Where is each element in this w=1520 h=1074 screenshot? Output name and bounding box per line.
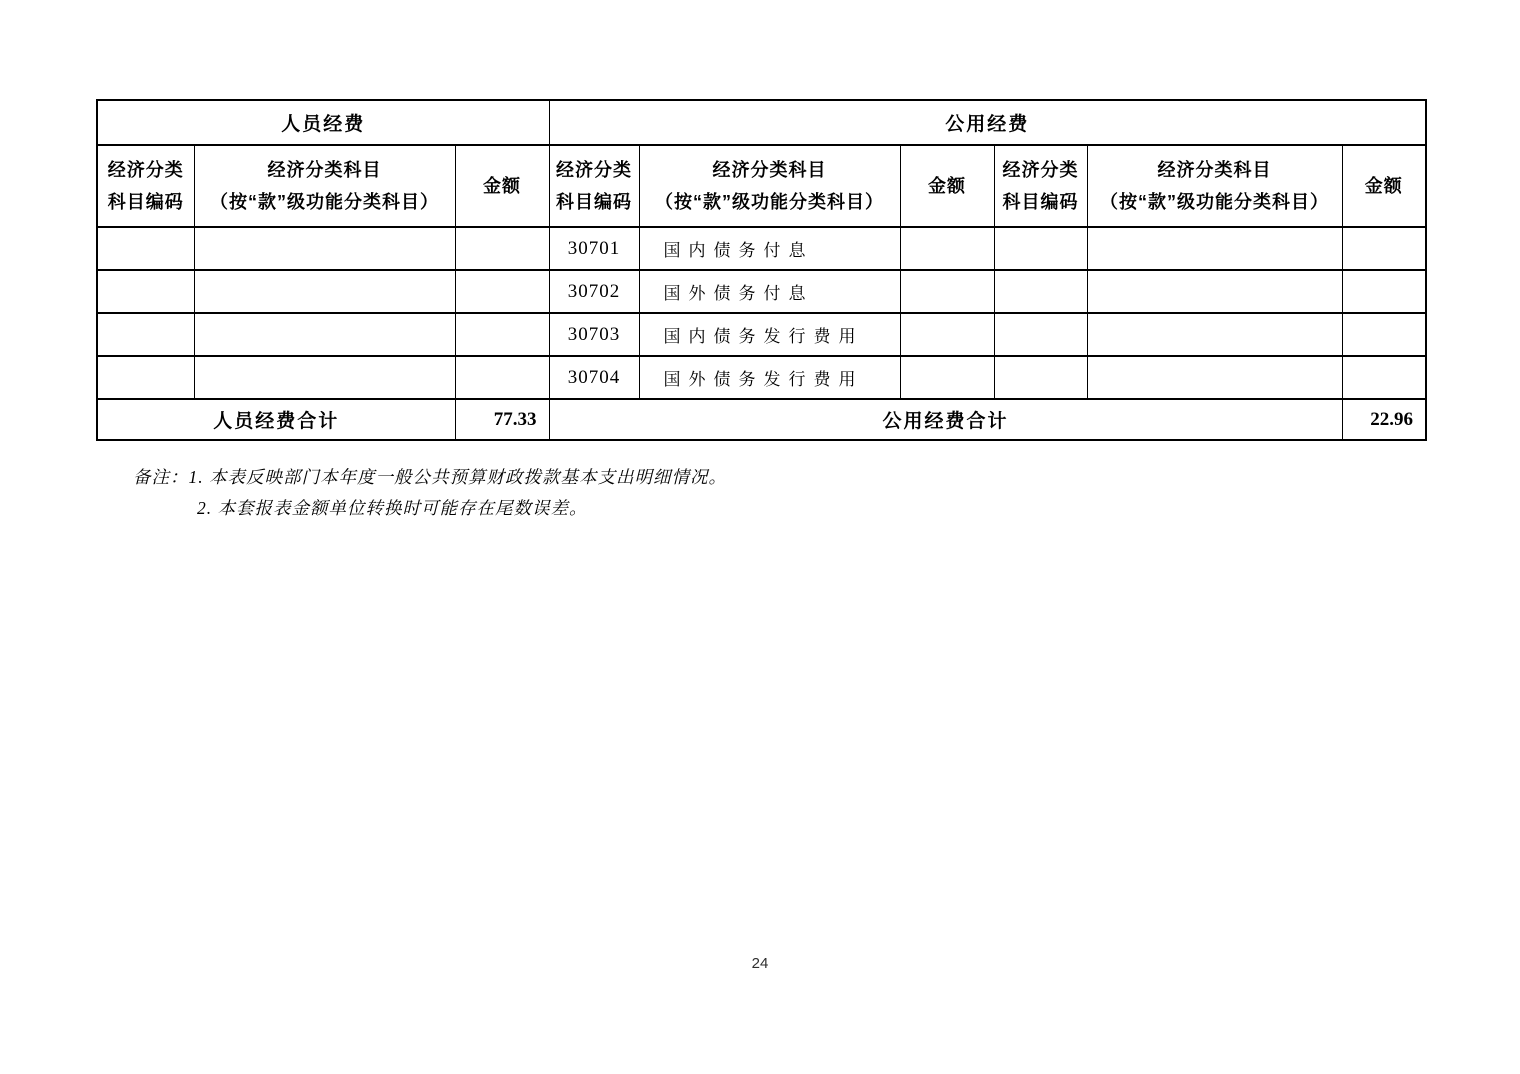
cell-empty	[455, 356, 549, 399]
table-row	[97, 227, 1426, 270]
cell-subject: 国内债务付息	[639, 227, 900, 270]
cell-empty	[1342, 227, 1426, 270]
cell-empty	[994, 313, 1087, 356]
col-header-code-2-line1: 经济分类	[556, 160, 633, 180]
cell-empty	[994, 356, 1087, 399]
col-header-code-1-line1: 经济分类	[107, 160, 184, 180]
cell-empty	[455, 227, 549, 270]
cell-empty	[97, 227, 194, 270]
footnotes	[133, 462, 727, 524]
col-header-subject-1	[194, 145, 455, 227]
section-header-personnel: 人员经费	[97, 100, 549, 145]
cell-subject: 国外债务发行费用	[639, 356, 900, 399]
col-header-subject-2	[639, 145, 900, 227]
cell-empty	[194, 227, 455, 270]
cell-code: 30702	[549, 270, 639, 313]
cell-empty	[194, 356, 455, 399]
col-header-code-1	[97, 145, 194, 227]
cell-empty	[900, 227, 994, 270]
cell-empty	[900, 270, 994, 313]
cell-code: 30701	[549, 227, 639, 270]
footnote-1: 备注：1. 本表反映部门本年度一般公共预算财政拨款基本支出明细情况。	[133, 467, 727, 487]
col-header-amount-1: 金额	[455, 145, 549, 227]
table-row	[97, 356, 1426, 399]
cell-empty	[994, 270, 1087, 313]
col-header-subject-3	[1087, 145, 1342, 227]
col-header-code-3-line2: 科目编码	[1002, 192, 1079, 212]
col-header-subject-3-line2: （按“款”级功能分类科目）	[1100, 192, 1330, 212]
cell-empty	[1087, 313, 1342, 356]
personnel-total-value: 77.33	[455, 399, 549, 440]
col-header-code-2	[549, 145, 639, 227]
cell-empty	[97, 270, 194, 313]
cell-code: 30703	[549, 313, 639, 356]
basic-expenditure-table	[96, 99, 1427, 441]
cell-empty	[455, 313, 549, 356]
col-header-subject-1-line2: （按“款”级功能分类科目）	[210, 192, 439, 212]
cell-subject: 国外债务付息	[639, 270, 900, 313]
cell-empty	[1087, 270, 1342, 313]
public-total-label: 公用经费合计	[549, 399, 1342, 440]
col-header-code-3-line1: 经济分类	[1002, 160, 1079, 180]
cell-empty	[900, 356, 994, 399]
cell-empty	[194, 313, 455, 356]
table-row	[97, 270, 1426, 313]
cell-empty	[194, 270, 455, 313]
cell-empty	[97, 313, 194, 356]
section-header-public: 公用经费	[549, 100, 1426, 145]
col-header-code-1-line2: 科目编码	[107, 192, 184, 212]
cell-empty	[1087, 227, 1342, 270]
footnote-2: 2. 本套报表金额单位转换时可能存在尾数误差。	[197, 498, 588, 518]
personnel-total-label: 人员经费合计	[97, 399, 455, 440]
table-row	[97, 313, 1426, 356]
cell-empty	[455, 270, 549, 313]
cell-empty	[1342, 356, 1426, 399]
cell-empty	[1087, 356, 1342, 399]
col-header-code-2-line2: 科目编码	[556, 192, 633, 212]
totals-row	[97, 399, 1426, 440]
cell-empty	[97, 356, 194, 399]
page-number: 24	[751, 955, 769, 972]
cell-subject: 国内债务发行费用	[639, 313, 900, 356]
col-header-subject-3-line1: 经济分类科目	[1157, 160, 1272, 180]
col-header-subject-2-line1: 经济分类科目	[712, 160, 827, 180]
col-header-subject-1-line1: 经济分类科目	[267, 160, 382, 180]
col-header-amount-3: 金额	[1342, 145, 1426, 227]
public-total-value: 22.96	[1342, 399, 1426, 440]
section-header-row	[97, 100, 1426, 145]
col-header-subject-2-line2: （按“款”级功能分类科目）	[655, 192, 885, 212]
column-header-row	[97, 145, 1426, 227]
cell-empty	[1342, 270, 1426, 313]
cell-empty	[994, 227, 1087, 270]
cell-empty	[900, 313, 994, 356]
col-header-amount-2: 金额	[900, 145, 994, 227]
cell-empty	[1342, 313, 1426, 356]
col-header-code-3	[994, 145, 1087, 227]
cell-code: 30704	[549, 356, 639, 399]
